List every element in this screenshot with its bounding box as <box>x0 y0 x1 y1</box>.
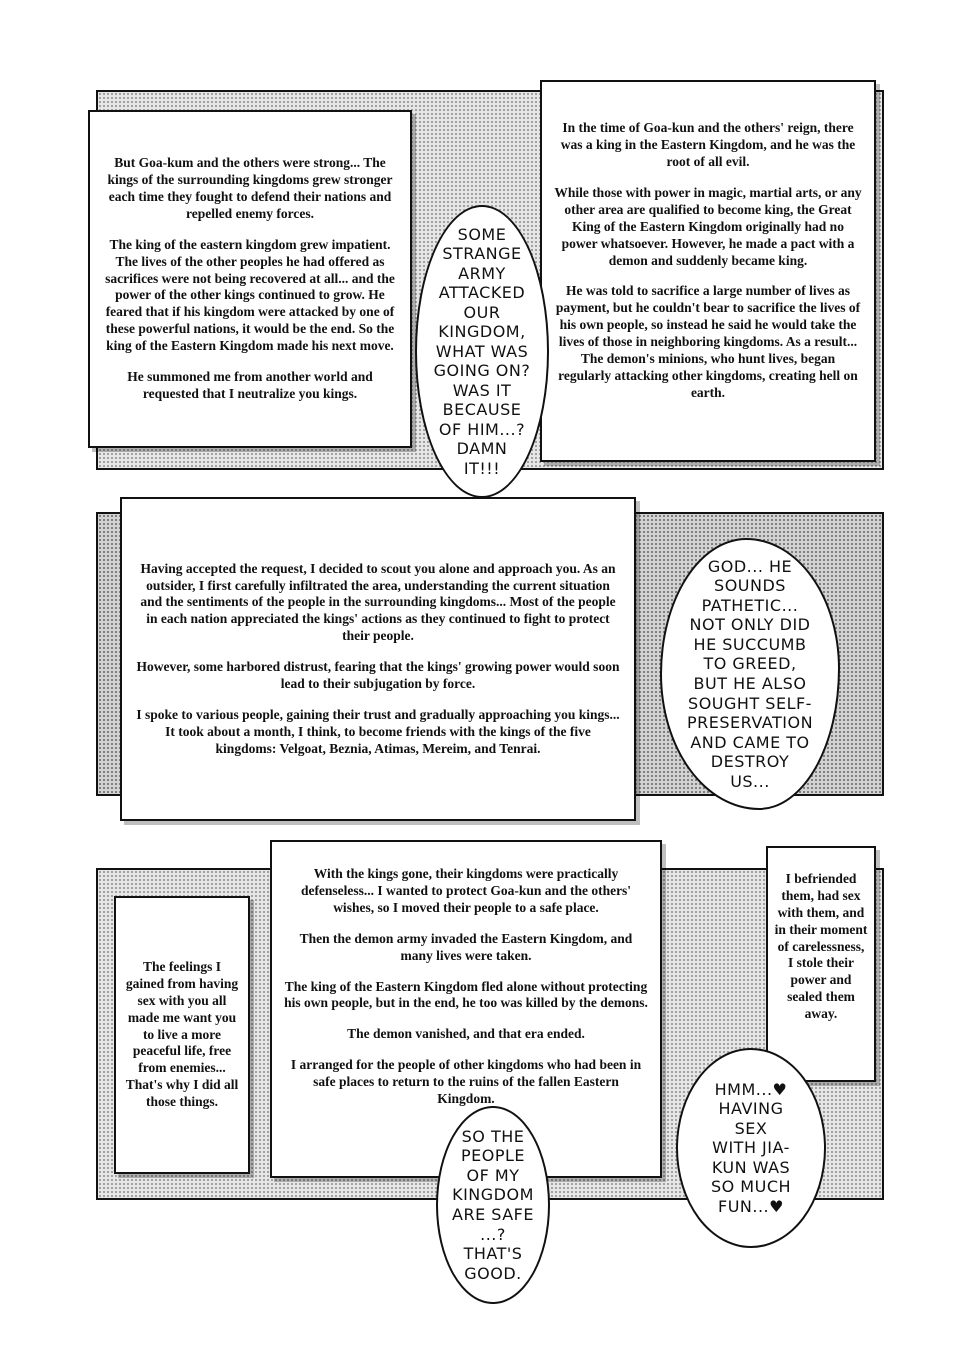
speech-bubble-fun: HMM...♥ HAVING SEX WITH JIA- KUN WAS SO MUCH FUN...♥ <box>676 1048 826 1248</box>
panel-1-left-caption <box>88 110 412 448</box>
caption-paragraph: The demon vanished, and that era ended. <box>347 1026 585 1042</box>
panel-3-left-caption <box>114 896 250 1174</box>
caption-paragraph: He summoned me from another world and requested that I neutralize you kings. <box>127 368 373 401</box>
speech-bubble-pathetic: GOD... HE SOUNDS PATHETIC... NOT ONLY DID HE SUCCUMB TO GREED, BUT HE ALSO SOUGHT SELF- PRESERVATION AND CAME TO DESTROY US... <box>660 538 840 810</box>
caption-paragraph: I arranged for the people of other kingdoms who had been in safe places to return to the ruins of the fallen Eastern Kingdom. <box>290 1057 642 1106</box>
panel-1-right-caption <box>540 80 876 462</box>
caption-paragraph: I befriended them, had sex with them, and in their moment of carelessness, I stole their power and sealed them away. <box>774 871 868 1022</box>
caption-paragraph: While those with power in magic, martial arts, or any other area are qualified to become king, the Great King of the Eastern Kingdom originally had no power whatsoever. However, he made a pact with a demon and suddenly became king. <box>554 185 862 268</box>
caption-paragraph: With the kings gone, their kingdoms were practically defenseless... I wanted to protect Goa-kun and the others' wishes, so I moved their people to a safe place. <box>300 866 632 915</box>
panel-2-caption <box>120 497 636 821</box>
caption-paragraph: The king of the eastern kingdom grew impatient. The lives of the other peoples he had offered as sacrifices were not being recovered at all... and the power of the other kings continued to grow. He feared that if his kingdom were attacked by one of these powerful nations, it would be the end. So the king of the Eastern Kingdom made his next move. <box>105 236 395 354</box>
caption-paragraph: The feelings I gained from having sex with you all made me want you to live a more peaceful life, free from enemies... That's why I did all those things. <box>125 959 239 1110</box>
speech-bubble-safe: SO THE PEOPLE OF MY KINGDOM ARE SAFE ...? THAT'S GOOD. <box>436 1106 550 1304</box>
caption-paragraph: Then the demon army invaded the Eastern Kingdom, and many lives were taken. <box>299 930 633 963</box>
caption-paragraph: Having accepted the request, I decided to scout you alone and approach you. As an outsider, I first carefully infiltrated the area, understanding the current situation and the sentiments of the people in the surrounding kingdoms... Most of the people in each nation appreciated the kings' actions as they continued to fight to protect their people. <box>140 560 616 644</box>
caption-paragraph: I spoke to various people, gaining their trust and gradually approaching you kings... It took about a month, I think, to become friends with the kings of the five kingdoms: Velgoat, Beznia, Atimas, Mereim, and Tenrai. <box>136 706 620 756</box>
caption-paragraph: He was told to sacrifice a large number of lives as payment, but he couldn't bear to sacrifice the lives of his own people, so instead he said he would take the lives of those in neighboring kingdoms. As a result... The demon's minions, who hunt lives, began regularly attacking other kingdoms, creating hell on earth. <box>555 283 861 400</box>
caption-paragraph: But Goa-kum and the others were strong... The kings of the surrounding kingdoms grew stronger each time they fought to defend their nations and repelled enemy forces. <box>107 155 393 221</box>
caption-paragraph: The king of the Eastern Kingdom fled alone without protecting his own people, but in the end, he too was killed by the demons. <box>284 978 648 1011</box>
panel-3-right-caption <box>766 846 876 1082</box>
caption-paragraph: However, some harbored distrust, fearing that the kings' growing power would soon lead to their subjugation by force. <box>136 659 620 691</box>
caption-paragraph: In the time of Goa-kun and the others' reign, there was a king in the Eastern Kingdom, and he was the root of all evil. <box>560 120 856 170</box>
speech-bubble-damn-it: SOME STRANGE ARMY ATTACKED OUR KINGDOM, WHAT WAS GOING ON? WAS IT BECAUSE OF HIM...? DAMN IT!!! <box>415 205 549 498</box>
